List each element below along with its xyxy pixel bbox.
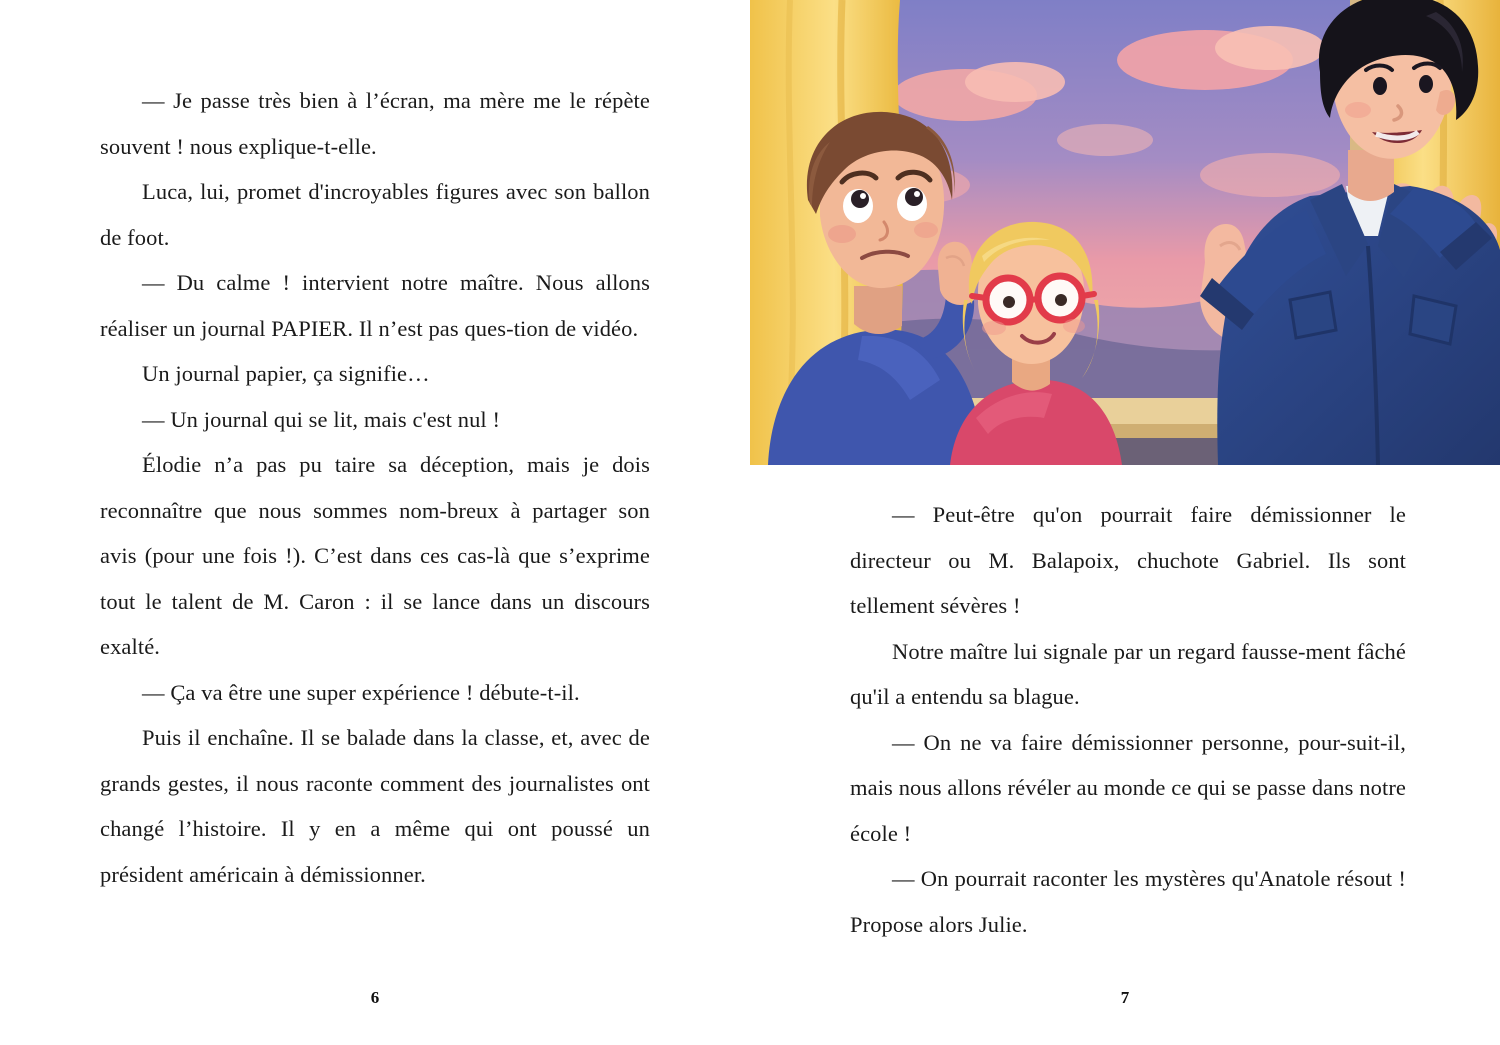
paragraph: Puis il enchaîne. Il se balade dans la classe, et, avec de grands gestes, il nous raconte comment des journalistes ont changé l’histoire. Il y en a même qui ont poussé un président américain à démissionner. [100,725,650,887]
paragraph: — Du calme ! intervient notre maître. Nous allons réaliser un journal PAPIER. Il n’est pas ques-tion de vidéo. [100,270,650,341]
paragraph: Notre maître lui signale par un regard fausse-ment fâché qu'il a entendu sa blague. [850,638,1406,709]
left-page-body [100,78,650,897]
illustration-svg [750,0,1500,465]
paragraph: — On ne va faire démissionner personne, pour-suit-il, mais nous allons révéler au monde ce qui se passe dans notre école ! [850,729,1406,846]
paragraph: — On pourrait raconter les mystères qu'Anatole résout ! Propose alors Julie. [850,866,1406,937]
page-number-left: 6 [370,988,380,1007]
right-page [750,0,1500,1045]
paragraph: — Un journal qui se lit, mais c'est nul ! [142,406,501,432]
paragraph: Luca, lui, promet d'incroyables figures avec son ballon de foot. [100,179,650,250]
paragraph: — Peut-être qu'on pourrait faire démissionner le directeur ou M. Balapoix, chuchote Gabriel. Ils sont tellement sévères ! [850,502,1406,618]
classroom-window-teacher-illustration [750,0,1500,465]
page-number-right: 7 [1120,988,1130,1007]
paragraph: Un journal papier, ça signifie… [142,361,430,386]
paragraph: Élodie n’a pas pu taire sa déception, mais je dois reconnaître que nous sommes nom-breux à partager son avis (pour une fois !). C’est dans ces cas-là que s’exprime tout le talent de M. Caron : il se lance dans un discours exalté. [100,452,650,659]
right-page-body [850,492,1406,947]
paragraph: — Je passe très bien à l’écran, ma mère me le répète souvent ! nous explique-t-elle. [100,88,650,159]
paragraph: — Ça va être une super expérience ! débute-t-il. [142,679,580,705]
